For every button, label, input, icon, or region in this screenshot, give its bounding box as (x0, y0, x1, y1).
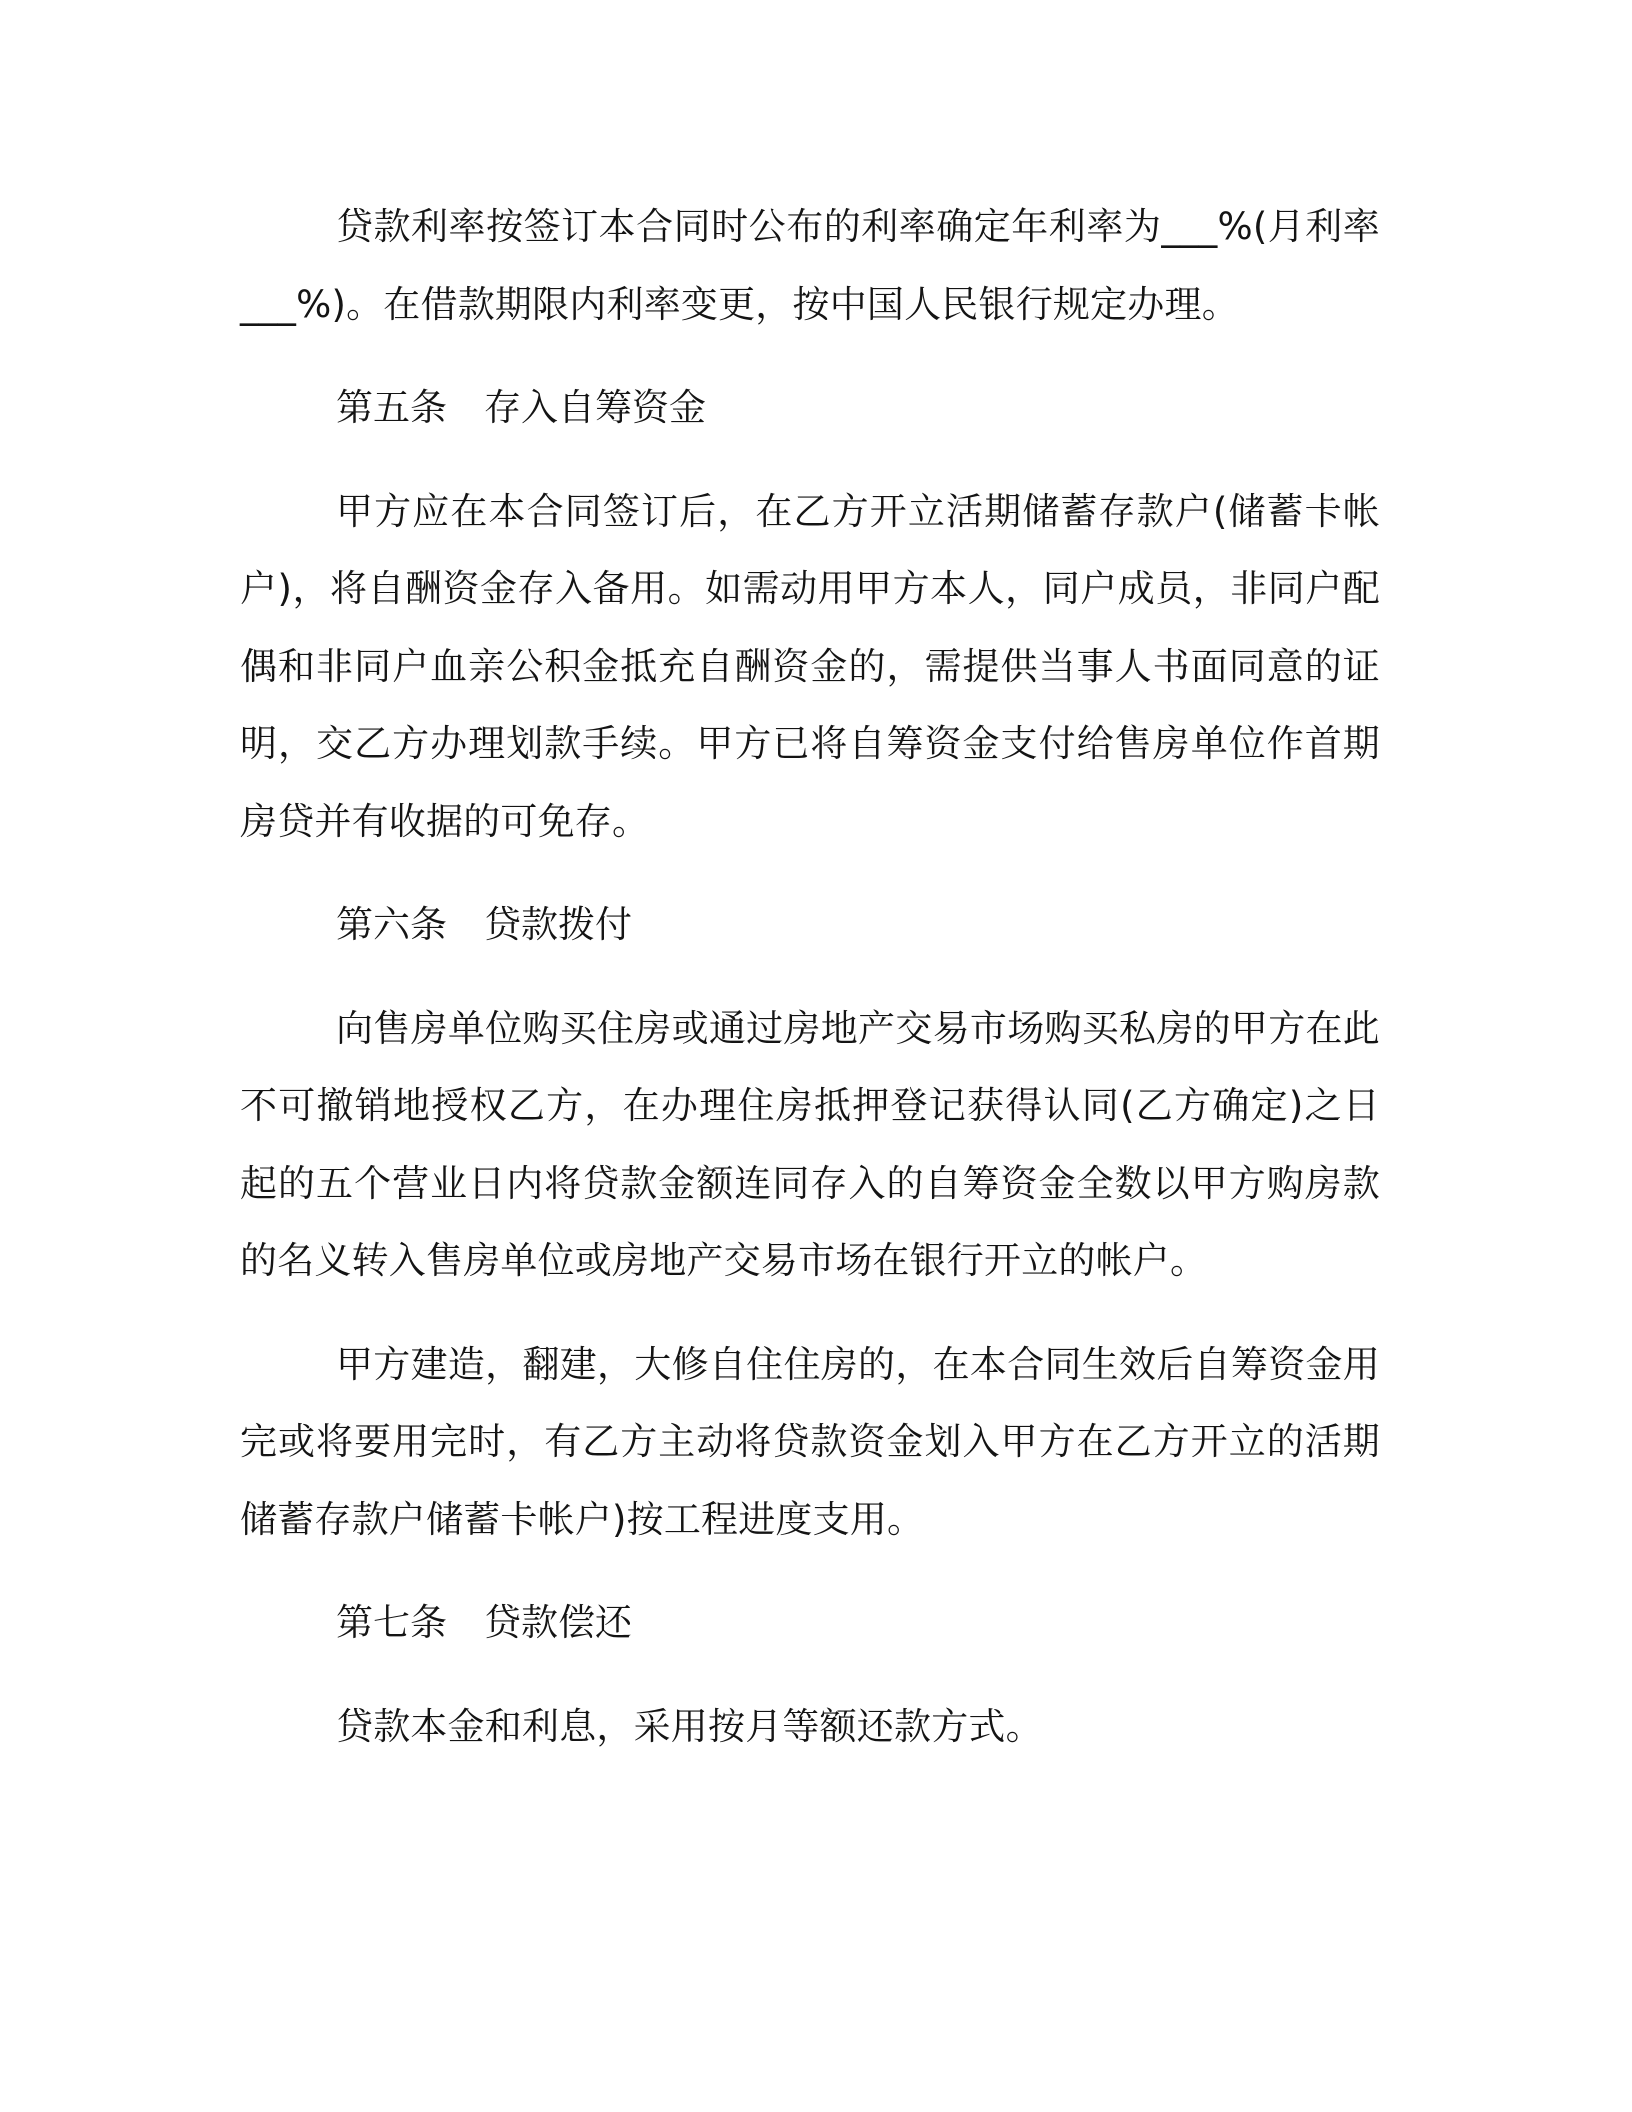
paragraph-loan-disbursement: 向售房单位购买住房或通过房地产交易市场购买私房的甲方在此不可撤销地授权乙方，在办理住房抵押登记获得认同(乙方确定)之日起的五个营业日内将贷款金额连同存入的自筹资金全数以甲方购房款的名义转入售房单位或房地产交易市场在银行开立的帐户。 (240, 1006, 1380, 1282)
spacer (240, 860, 1380, 886)
heading-article-5: 第五条 存入自筹资金 (336, 386, 706, 429)
heading-article-7: 第七条 贷款偿还 (336, 1601, 632, 1644)
heading-article-6: 第六条 贷款拨付 (336, 903, 632, 946)
paragraph-interest-rate: 贷款利率按签订本合同时公布的利率确定年利率为___%(月利率___%)。在借款期限内利率变更，按中国人民银行规定办理。 (240, 205, 1380, 326)
spacer (240, 964, 1380, 990)
paragraph-repayment: 贷款本金和利息，采用按月等额还款方式。 (336, 1704, 1043, 1748)
spacer (240, 1662, 1380, 1688)
spacer (240, 1300, 1380, 1326)
document-page (240, 188, 1380, 1765)
spacer (240, 447, 1380, 473)
paragraph-construction-loans: 甲方建造，翻建，大修自住住房的，在本合同生效后自筹资金用完或将要用完时，有乙方主动将贷款资金划入甲方在乙方开立的活期储蓄存款户储蓄卡帐户)按工程进度支用。 (240, 1342, 1380, 1541)
spacer (240, 1558, 1380, 1584)
spacer (240, 343, 1380, 369)
paragraph-self-funds: 甲方应在本合同签订后，在乙方开立活期储蓄存款户(储蓄卡帐户)，将自酬资金存入备用。如需动用甲方本人，同户成员，非同户配偶和非同户血亲公积金抵充自酬资金的，需提供当事人书面同意的证明，交乙方办理划款手续。甲方已将自筹资金支付给售房单位作首期房贷并有收据的可免存。 (240, 489, 1380, 843)
